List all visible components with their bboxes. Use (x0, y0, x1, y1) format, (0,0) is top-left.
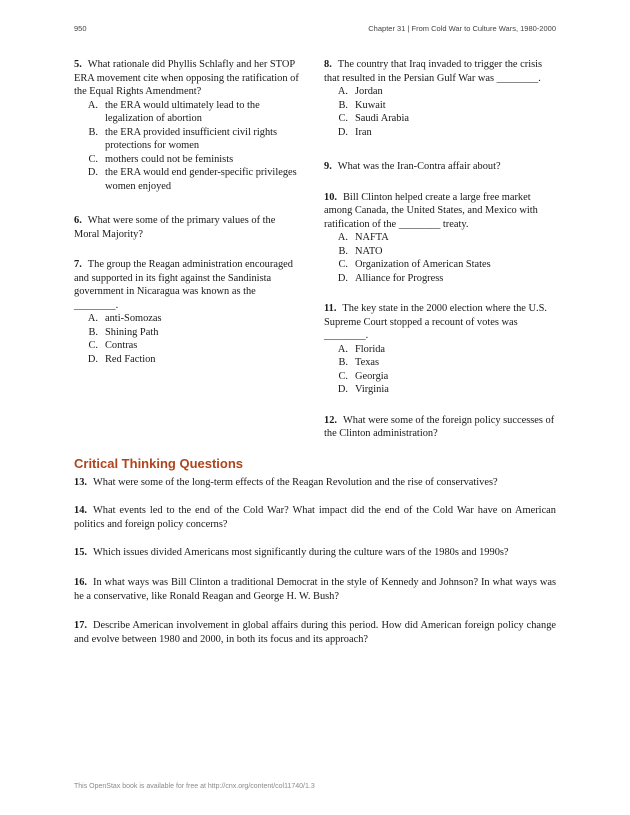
page-footer: This OpenStax book is available for free at http://cnx.org/content/col11740/1.3 (74, 783, 315, 790)
question-6 (74, 214, 300, 241)
question-number: 11. (324, 303, 337, 314)
answer-options (74, 99, 300, 194)
answer-option: C. Contras (88, 340, 138, 351)
answer-option: A. Florida (337, 343, 386, 355)
answer-options (74, 312, 300, 366)
question-text: In what ways was Bill Clinton a traditional Democrat in the style of Kennedy and Johnson? In what ways was he a conservative, like Ronald Reagan and George H. W. Bush? (74, 577, 556, 602)
section-title: Critical Thinking Questions (74, 456, 244, 471)
question-11 (324, 302, 556, 397)
question-number: 12. (324, 414, 337, 426)
answer-option: A. NAFTA (337, 232, 389, 243)
question-text: The group the Reagan administration encouraged and supported in its fight against the Sandinista government in Nicaragua was known as the ________. (74, 259, 293, 311)
question-13 (74, 476, 556, 490)
question-text: The country that Iraq invaded to trigger the crisis that resulted in the Persian Gulf War was ________. (324, 59, 543, 84)
question-8 (324, 58, 556, 139)
answer-option: A. the ERA would ultimately lead to the legalization of abortion (87, 99, 260, 124)
question-number: 6. (74, 215, 82, 226)
question-5 (74, 58, 300, 193)
answer-option: B. Kuwait (338, 99, 386, 111)
question-text: Describe American involvement in global affairs during this period. How did American foreign policy change and evolve between 1980 and 2000, in both its focus and its approach? (74, 620, 556, 645)
answer-option: B. the ERA provided insufficient civil rights protections for women (88, 126, 278, 151)
answer-option: B. Texas (338, 357, 380, 368)
answer-option: C. Organization of American States (338, 259, 491, 270)
answer-option: C. Georgia (338, 370, 389, 382)
question-number: 10. (324, 191, 337, 203)
question-number: 13. (74, 477, 87, 488)
question-14 (74, 504, 556, 531)
question-12 (324, 414, 556, 441)
answer-option: D. Iran (337, 126, 372, 138)
question-text: What were some of the long-term effects of the Reagan Revolution and the rise of conservatives? (93, 477, 498, 488)
question-17 (74, 619, 556, 646)
answer-option: D. Alliance for Progress (337, 272, 444, 284)
question-text: What rationale did Phyllis Schlafly and her STOP ERA movement cite when opposing the ratification of the Equal Rights Amendment? (74, 59, 299, 97)
question-number: 16. (74, 577, 87, 588)
answer-option: A. anti-Somozas (87, 313, 162, 324)
question-text: Which issues divided Americans most significantly during the culture wars of the 1980s and 1990s? (93, 547, 509, 558)
answer-option: C. mothers could not be feminists (88, 153, 234, 165)
page-number: 950 (74, 24, 87, 33)
question-10 (324, 191, 556, 286)
question-7 (74, 258, 300, 366)
answer-option: C. Saudi Arabia (338, 113, 409, 124)
question-number: 5. (74, 59, 82, 70)
answer-option: B. NATO (338, 245, 383, 257)
answer-option: A. Jordan (337, 86, 383, 97)
chapter-title: Chapter 31 | From Cold War to Culture Wars, 1980-2000 (368, 24, 556, 33)
answer-option: D. Red Faction (87, 353, 156, 365)
question-text: Bill Clinton helped create a large free market among Canada, the United States, and Mexico with ratification of the ________ treaty. (324, 191, 538, 230)
question-text: What events led to the end of the Cold War? What impact did the end of the Cold War have on American politics and foreign policy concerns? (74, 505, 556, 530)
question-text: What were some of the foreign policy successes of the Clinton administration? (324, 414, 555, 439)
question-number: 7. (74, 259, 82, 270)
answer-options (324, 343, 556, 397)
answer-options (324, 231, 556, 285)
question-number: 15. (74, 547, 87, 558)
question-number: 14. (74, 505, 87, 516)
question-16 (74, 576, 556, 603)
question-number: 9. (324, 161, 332, 172)
answer-option: D. Virginia (337, 384, 389, 395)
answer-option: B. Shining Path (88, 326, 159, 338)
right-column (324, 58, 556, 455)
question-text: What was the Iran-Contra affair about? (337, 161, 501, 172)
question-15 (74, 546, 556, 560)
answer-option: D. the ERA would end gender-specific privileges women enjoyed (87, 167, 297, 192)
question-text: What were some of the primary values of the Moral Majority? (74, 215, 276, 240)
answer-options (324, 85, 556, 139)
question-text: The key state in the 2000 election where the U.S. Supreme Court stopped a recount of votes was ________. (324, 303, 547, 341)
question-number: 17. (74, 620, 87, 631)
question-number: 8. (324, 59, 332, 70)
left-column (74, 58, 300, 380)
question-9 (324, 160, 556, 174)
page-header (74, 24, 556, 38)
